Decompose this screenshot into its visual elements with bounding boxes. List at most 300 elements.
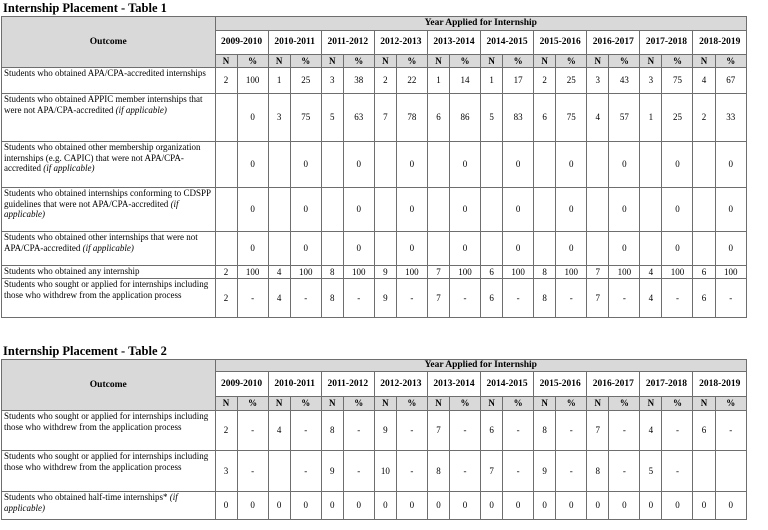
percent-cell: 25 — [556, 68, 587, 94]
n-subheader: N — [481, 55, 503, 68]
n-cell — [587, 142, 609, 188]
row-label-note: (if applicable) — [43, 163, 95, 173]
table-row — [2, 411, 747, 451]
percent-cell: 0 — [715, 188, 746, 232]
percent-cell: - — [290, 451, 321, 492]
percent-cell: - — [237, 451, 268, 492]
row-label-text: Students who obtained any internship — [4, 266, 140, 276]
n-subheader: N — [640, 397, 662, 411]
n-cell: 0 — [427, 492, 449, 520]
table-row — [2, 232, 747, 266]
percent-cell: - — [237, 279, 268, 318]
n-cell — [640, 188, 662, 232]
percent-cell: 0 — [343, 232, 374, 266]
n-subheader: N — [321, 55, 343, 68]
percent-cell: 0 — [662, 188, 693, 232]
percent-cell: 0 — [237, 492, 268, 520]
table2-body — [2, 411, 747, 520]
table-row — [2, 266, 747, 279]
row-label — [2, 94, 216, 142]
n-cell: 2 — [215, 266, 237, 279]
percent-cell: 100 — [556, 266, 587, 279]
n-cell: 7 — [587, 411, 609, 451]
n-cell: 0 — [640, 492, 662, 520]
year-header: 2018-2019 — [693, 372, 747, 397]
n-cell: 2 — [534, 68, 556, 94]
n-cell — [321, 142, 343, 188]
n-cell: 3 — [640, 68, 662, 94]
n-cell: 0 — [215, 492, 237, 520]
n-subheader: N — [640, 55, 662, 68]
n-cell — [374, 232, 396, 266]
percent-cell: 0 — [449, 232, 480, 266]
percent-cell: 0 — [237, 232, 268, 266]
table-row — [2, 279, 747, 318]
year-header: 2014-2015 — [481, 372, 534, 397]
percent-cell: 0 — [449, 142, 480, 188]
row-label — [2, 279, 216, 318]
percent-cell: - — [609, 451, 640, 492]
row-label-text: Students who sought or applied for internships including those who withdrew from the application process — [4, 279, 209, 300]
year-header: 2017-2018 — [640, 372, 693, 397]
n-cell: 9 — [374, 266, 396, 279]
percent-cell: 0 — [556, 232, 587, 266]
percent-cell: 0 — [503, 232, 534, 266]
percent-cell: 17 — [503, 68, 534, 94]
year-header: 2012-2013 — [374, 31, 427, 55]
n-cell: 0 — [321, 492, 343, 520]
year-header: 2013-2014 — [427, 31, 480, 55]
n-cell: 9 — [374, 279, 396, 318]
percent-cell: 0 — [396, 188, 427, 232]
percent-cell: 100 — [343, 266, 374, 279]
percent-cell: 0 — [290, 188, 321, 232]
n-cell: 0 — [693, 492, 715, 520]
n-cell: 0 — [374, 492, 396, 520]
n-subheader: N — [587, 397, 609, 411]
n-cell: 5 — [321, 94, 343, 142]
percent-cell: 0 — [290, 142, 321, 188]
percent-cell: - — [449, 279, 480, 318]
row-label — [2, 492, 216, 520]
percent-cell: - — [556, 279, 587, 318]
year-header: 2013-2014 — [427, 372, 480, 397]
percent-cell: 0 — [343, 492, 374, 520]
percent-subheader: % — [503, 397, 534, 411]
row-label — [2, 188, 216, 232]
percent-cell: 0 — [609, 142, 640, 188]
percent-cell: - — [662, 279, 693, 318]
table-row — [2, 451, 747, 492]
percent-cell: 100 — [503, 266, 534, 279]
percent-cell: 0 — [503, 142, 534, 188]
percent-cell: - — [609, 411, 640, 451]
n-cell: 6 — [481, 266, 503, 279]
n-cell — [640, 232, 662, 266]
n-cell — [321, 188, 343, 232]
percent-cell: 25 — [290, 68, 321, 94]
row-label-text: Students who obtained other membership organization internships (e.g. CAPIC) that were not APA/CPA-accredited — [4, 142, 201, 173]
percent-subheader: % — [715, 397, 746, 411]
n-cell: 7 — [587, 279, 609, 318]
n-cell: 7 — [427, 266, 449, 279]
percent-cell: 0 — [449, 188, 480, 232]
n-cell — [693, 232, 715, 266]
percent-cell: - — [449, 411, 480, 451]
n-cell — [693, 451, 715, 492]
row-label-text: Students who sought or applied for internships including those who withdrew from the application process — [4, 411, 209, 432]
percent-cell: 57 — [609, 94, 640, 142]
n-cell: 6 — [427, 94, 449, 142]
row-label-text: Students who obtained half-time internships* — [4, 492, 170, 502]
percent-subheader: % — [449, 397, 480, 411]
percent-cell: - — [503, 279, 534, 318]
percent-cell: 0 — [343, 142, 374, 188]
percent-cell: 0 — [290, 492, 321, 520]
table-row — [2, 188, 747, 232]
percent-cell — [715, 451, 746, 492]
percent-cell: 0 — [290, 232, 321, 266]
percent-cell: 0 — [556, 188, 587, 232]
percent-cell: - — [290, 279, 321, 318]
n-cell: 5 — [640, 451, 662, 492]
row-label — [2, 142, 216, 188]
n-subheader: N — [534, 397, 556, 411]
n-cell: 7 — [481, 451, 503, 492]
n-cell: 8 — [321, 266, 343, 279]
n-cell: 2 — [374, 68, 396, 94]
n-cell — [427, 232, 449, 266]
n-cell: 9 — [534, 451, 556, 492]
year-header: 2011-2012 — [321, 372, 374, 397]
n-cell: 1 — [640, 94, 662, 142]
n-cell: 0 — [587, 492, 609, 520]
n-cell — [534, 232, 556, 266]
row-label-note: (if applicable) — [115, 104, 167, 115]
n-cell — [587, 232, 609, 266]
percent-subheader: % — [343, 397, 374, 411]
percent-cell: - — [662, 451, 693, 492]
percent-cell: 0 — [237, 188, 268, 232]
n-cell: 10 — [374, 451, 396, 492]
n-cell: 6 — [693, 279, 715, 318]
n-cell: 1 — [427, 68, 449, 94]
n-cell: 7 — [427, 279, 449, 318]
percent-cell: 22 — [396, 68, 427, 94]
n-cell: 6 — [693, 411, 715, 451]
percent-cell: 0 — [715, 232, 746, 266]
percent-cell: - — [715, 279, 746, 318]
percent-cell: 100 — [449, 266, 480, 279]
n-cell: 8 — [534, 279, 556, 318]
n-cell — [321, 232, 343, 266]
n-subheader: N — [215, 55, 237, 68]
percent-cell: 0 — [449, 492, 480, 520]
percent-subheader: % — [662, 55, 693, 68]
n-cell — [693, 142, 715, 188]
table-row — [2, 492, 747, 520]
n-cell — [481, 232, 503, 266]
percent-cell: - — [449, 451, 480, 492]
n-cell — [215, 188, 237, 232]
percent-cell: 0 — [237, 142, 268, 188]
n-cell: 8 — [534, 266, 556, 279]
n-cell — [268, 232, 290, 266]
year-header: 2015-2016 — [534, 372, 587, 397]
row-label-note: (if applicable) — [4, 492, 178, 513]
row-label-note: (if applicable) — [82, 242, 134, 253]
percent-subheader: % — [396, 397, 427, 411]
n-cell: 4 — [587, 94, 609, 142]
percent-cell: 100 — [237, 68, 268, 94]
percent-cell: 100 — [237, 266, 268, 279]
percent-subheader: % — [396, 55, 427, 68]
percent-cell: 100 — [662, 266, 693, 279]
n-cell: 7 — [427, 411, 449, 451]
row-label — [2, 68, 216, 94]
percent-cell: 0 — [609, 492, 640, 520]
percent-cell: 86 — [449, 94, 480, 142]
table-row — [2, 68, 747, 94]
n-cell — [534, 142, 556, 188]
percent-cell: 43 — [609, 68, 640, 94]
percent-subheader: % — [662, 397, 693, 411]
percent-subheader: % — [237, 55, 268, 68]
n-cell: 9 — [321, 451, 343, 492]
n-cell: 0 — [268, 492, 290, 520]
n-cell — [427, 142, 449, 188]
percent-subheader: % — [609, 397, 640, 411]
year-header: 2011-2012 — [321, 31, 374, 55]
n-subheader: N — [268, 397, 290, 411]
year-header: 2009-2010 — [215, 372, 268, 397]
year-header: 2012-2013 — [374, 372, 427, 397]
n-cell: 0 — [534, 492, 556, 520]
year-header: 2010-2011 — [268, 372, 321, 397]
percent-cell: 75 — [290, 94, 321, 142]
year-header: 2010-2011 — [268, 31, 321, 55]
percent-cell: - — [343, 451, 374, 492]
percent-cell: 0 — [662, 232, 693, 266]
outcome-header: Outcome — [2, 360, 216, 411]
n-cell: 2 — [215, 279, 237, 318]
percent-cell: - — [237, 411, 268, 451]
n-cell: 1 — [268, 68, 290, 94]
percent-cell: - — [290, 411, 321, 451]
n-cell: 8 — [321, 279, 343, 318]
n-cell — [427, 188, 449, 232]
n-cell — [268, 451, 290, 492]
n-cell: 5 — [481, 94, 503, 142]
n-cell: 6 — [693, 266, 715, 279]
table-row — [2, 94, 747, 142]
year-header: 2017-2018 — [640, 31, 693, 55]
n-cell: 4 — [268, 411, 290, 451]
n-subheader: N — [693, 55, 715, 68]
percent-cell: 0 — [556, 142, 587, 188]
percent-cell: 38 — [343, 68, 374, 94]
percent-cell: 0 — [715, 492, 746, 520]
n-subheader: N — [587, 55, 609, 68]
percent-cell: 100 — [609, 266, 640, 279]
n-cell: 9 — [374, 411, 396, 451]
n-cell: 4 — [640, 411, 662, 451]
percent-cell: - — [396, 279, 427, 318]
percent-cell: 75 — [556, 94, 587, 142]
n-cell: 2 — [215, 68, 237, 94]
percent-cell: 0 — [343, 188, 374, 232]
table1-body — [2, 68, 747, 318]
n-subheader: N — [215, 397, 237, 411]
percent-cell: 100 — [396, 266, 427, 279]
n-cell — [215, 232, 237, 266]
percent-cell: 0 — [662, 492, 693, 520]
percent-cell: 75 — [662, 68, 693, 94]
percent-subheader: % — [556, 55, 587, 68]
n-subheader: N — [374, 55, 396, 68]
n-cell: 6 — [534, 94, 556, 142]
percent-cell: 100 — [715, 266, 746, 279]
percent-subheader: % — [503, 55, 534, 68]
n-cell: 3 — [321, 68, 343, 94]
internship-table-2 — [1, 359, 747, 520]
table-row — [2, 142, 747, 188]
n-cell: 4 — [268, 279, 290, 318]
row-label — [2, 266, 216, 279]
year-header: 2015-2016 — [534, 31, 587, 55]
percent-subheader: % — [609, 55, 640, 68]
n-cell: 8 — [321, 411, 343, 451]
outcome-header: Outcome — [2, 17, 216, 68]
percent-subheader: % — [237, 397, 268, 411]
n-cell — [481, 142, 503, 188]
n-subheader: N — [693, 397, 715, 411]
n-subheader: N — [374, 397, 396, 411]
n-cell: 4 — [268, 266, 290, 279]
percent-cell: 0 — [715, 142, 746, 188]
n-cell: 4 — [693, 68, 715, 94]
n-cell: 2 — [215, 411, 237, 451]
n-cell: 0 — [481, 492, 503, 520]
percent-cell: 33 — [715, 94, 746, 142]
percent-cell: 0 — [396, 492, 427, 520]
percent-subheader: % — [290, 397, 321, 411]
percent-cell: 25 — [662, 94, 693, 142]
percent-cell: - — [396, 411, 427, 451]
percent-subheader: % — [715, 55, 746, 68]
n-subheader: N — [481, 397, 503, 411]
percent-cell: - — [396, 451, 427, 492]
percent-cell: 0 — [503, 492, 534, 520]
row-label-text: Students who sought or applied for internships including those who withdrew from the application process — [4, 451, 209, 472]
n-subheader: N — [534, 55, 556, 68]
n-subheader: N — [268, 55, 290, 68]
n-cell — [374, 188, 396, 232]
n-cell — [640, 142, 662, 188]
percent-cell: 0 — [609, 188, 640, 232]
percent-subheader: % — [343, 55, 374, 68]
percent-cell: - — [503, 411, 534, 451]
n-cell — [215, 94, 237, 142]
percent-subheader: % — [556, 397, 587, 411]
n-cell — [587, 188, 609, 232]
n-cell: 4 — [640, 279, 662, 318]
table2-title: Internship Placement - Table 2 — [3, 344, 167, 358]
row-label — [2, 232, 216, 266]
n-subheader: N — [427, 397, 449, 411]
n-cell: 8 — [587, 451, 609, 492]
n-cell — [215, 142, 237, 188]
n-cell: 3 — [215, 451, 237, 492]
percent-cell: 67 — [715, 68, 746, 94]
percent-cell: 0 — [396, 232, 427, 266]
row-label-text: Students who obtained APA/CPA-accredited internships — [4, 68, 206, 78]
percent-cell: 14 — [449, 68, 480, 94]
n-cell — [374, 142, 396, 188]
percent-cell: - — [556, 451, 587, 492]
percent-cell: 63 — [343, 94, 374, 142]
percent-subheader: % — [290, 55, 321, 68]
n-cell — [534, 188, 556, 232]
year-group-header: Year Applied for Internship — [215, 360, 747, 372]
table1-title: Internship Placement - Table 1 — [3, 1, 167, 15]
percent-cell: 0 — [556, 492, 587, 520]
percent-cell: 0 — [237, 94, 268, 142]
n-subheader: N — [321, 397, 343, 411]
n-cell: 8 — [427, 451, 449, 492]
year-header: 2016-2017 — [587, 372, 640, 397]
percent-cell: - — [556, 411, 587, 451]
n-cell — [481, 188, 503, 232]
percent-cell: - — [662, 411, 693, 451]
percent-cell: 100 — [290, 266, 321, 279]
percent-cell: 0 — [503, 188, 534, 232]
n-cell: 7 — [374, 94, 396, 142]
percent-subheader: % — [449, 55, 480, 68]
n-cell: 1 — [481, 68, 503, 94]
n-cell: 2 — [693, 94, 715, 142]
percent-cell: - — [343, 279, 374, 318]
percent-cell: - — [503, 451, 534, 492]
n-cell: 4 — [640, 266, 662, 279]
internship-table-1 — [1, 16, 747, 318]
percent-cell: 0 — [662, 142, 693, 188]
row-label — [2, 411, 216, 451]
percent-cell: 78 — [396, 94, 427, 142]
n-cell: 6 — [481, 279, 503, 318]
percent-cell: 0 — [609, 232, 640, 266]
row-label — [2, 451, 216, 492]
percent-cell: 0 — [396, 142, 427, 188]
n-subheader: N — [427, 55, 449, 68]
percent-cell: - — [715, 411, 746, 451]
n-cell — [268, 188, 290, 232]
row-label-text: Students who obtained other internships that were not APA/CPA-accredited — [4, 232, 198, 253]
n-cell: 3 — [587, 68, 609, 94]
row-label-text: Students who obtained internships conforming to CDSPP guidelines that were not APA/CPA-accredited — [4, 188, 211, 209]
year-header: 2018-2019 — [693, 31, 747, 55]
year-header: 2014-2015 — [481, 31, 534, 55]
n-cell: 6 — [481, 411, 503, 451]
percent-cell: - — [343, 411, 374, 451]
row-label-text: Students who obtained APPIC member internships that were not APA/CPA-accredited — [4, 94, 203, 115]
n-cell: 7 — [587, 266, 609, 279]
n-cell: 8 — [534, 411, 556, 451]
row-label-note: (if applicable) — [4, 198, 179, 219]
year-header: 2016-2017 — [587, 31, 640, 55]
year-group-header: Year Applied for Internship — [215, 17, 747, 31]
percent-cell: 83 — [503, 94, 534, 142]
